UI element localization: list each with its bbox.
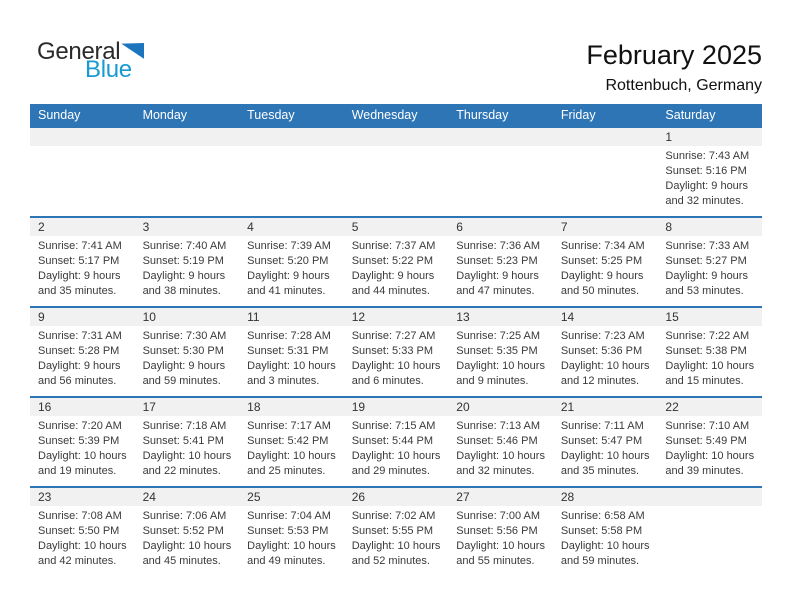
day-cell — [30, 308, 135, 396]
week-row — [30, 396, 762, 486]
day-cell — [448, 218, 553, 306]
day-detail-line: and 12 minutes. — [560, 375, 640, 387]
day-detail-line: Sunrise: 7:39 AM — [247, 240, 331, 252]
day-cell — [344, 308, 449, 396]
day-detail-line: and 53 minutes. — [665, 285, 744, 297]
day-detail-line: and 6 minutes. — [351, 375, 424, 387]
day-details — [553, 326, 658, 389]
day-number: 11 — [239, 308, 344, 326]
day-detail-line: Sunset: 5:30 PM — [142, 345, 224, 357]
day-detail-line: and 25 minutes. — [247, 465, 326, 477]
day-detail-line: and 50 minutes. — [560, 285, 640, 297]
day-number: 2 — [30, 218, 135, 236]
day-detail-line: Sunset: 5:20 PM — [247, 255, 329, 267]
day-number: 15 — [657, 308, 762, 326]
day-detail-line: Daylight: 10 hours — [38, 540, 127, 552]
day-details — [135, 326, 240, 389]
day-cell — [553, 488, 658, 576]
day-number — [553, 128, 658, 146]
day-detail-line: Sunrise: 7:31 AM — [38, 330, 122, 342]
day-detail-line: Sunrise: 7:06 AM — [142, 510, 227, 522]
day-detail-line: Daylight: 10 hours — [351, 360, 441, 372]
day-cell — [239, 398, 344, 486]
day-details — [30, 416, 135, 479]
day-detail-line: and 38 minutes. — [142, 285, 221, 297]
day-details — [135, 236, 240, 299]
day-detail-line: Daylight: 9 hours — [247, 270, 330, 282]
day-detail-line: Daylight: 10 hours — [142, 540, 232, 552]
day-cell — [657, 128, 762, 216]
day-cell — [239, 218, 344, 306]
day-detail-line: Sunset: 5:50 PM — [38, 525, 120, 537]
day-detail-line: Sunrise: 7:23 AM — [560, 330, 645, 342]
day-cell — [448, 308, 553, 396]
day-detail-line: Sunrise: 7:22 AM — [665, 330, 750, 342]
day-number: 26 — [344, 488, 449, 506]
day-details — [30, 506, 135, 569]
logo-text-general: General — [37, 38, 121, 65]
day-detail-line: Daylight: 10 hours — [456, 540, 545, 552]
day-detail-line: Daylight: 10 hours — [38, 450, 127, 462]
day-detail-line: and 44 minutes. — [351, 285, 430, 297]
day-detail-line: Daylight: 9 hours — [665, 180, 748, 192]
day-detail-line: Sunrise: 7:20 AM — [38, 420, 122, 432]
day-detail-line: Sunrise: 7:30 AM — [142, 330, 227, 342]
day-cell — [657, 218, 762, 306]
day-detail-line: and 15 minutes. — [665, 375, 744, 387]
day-cell — [448, 398, 553, 486]
day-cell — [448, 488, 553, 576]
day-detail-line: Daylight: 10 hours — [560, 540, 650, 552]
weekday-label: Monday — [142, 108, 188, 122]
day-detail-line: Sunset: 5:46 PM — [456, 435, 538, 447]
week-row — [30, 216, 762, 306]
day-details — [657, 146, 762, 209]
day-detail-line: Sunset: 5:31 PM — [247, 345, 329, 357]
day-details — [344, 506, 449, 569]
day-number: 4 — [239, 218, 344, 236]
day-cell — [344, 398, 449, 486]
day-detail-line: Daylight: 10 hours — [247, 540, 336, 552]
day-detail-line: Sunset: 5:42 PM — [247, 435, 329, 447]
day-number: 19 — [344, 398, 449, 416]
day-details — [657, 326, 762, 389]
day-detail-line: Sunrise: 7:40 AM — [142, 240, 227, 252]
day-detail-line: Daylight: 9 hours — [456, 270, 539, 282]
day-details — [239, 416, 344, 479]
day-detail-line: Sunrise: 7:04 AM — [247, 510, 331, 522]
day-detail-line: Sunset: 5:56 PM — [456, 525, 538, 537]
day-number: 9 — [30, 308, 135, 326]
day-detail-line: Daylight: 9 hours — [560, 270, 644, 282]
day-cell — [553, 398, 658, 486]
day-detail-line: Daylight: 10 hours — [142, 450, 232, 462]
day-detail-line: Sunset: 5:55 PM — [351, 525, 434, 537]
day-details — [448, 416, 553, 479]
day-detail-line: Sunrise: 7:11 AM — [560, 420, 644, 432]
day-number: 10 — [135, 308, 240, 326]
day-details — [448, 326, 553, 389]
day-number — [344, 128, 449, 146]
day-detail-line: and 22 minutes. — [142, 465, 221, 477]
day-details — [657, 416, 762, 479]
day-number: 23 — [30, 488, 135, 506]
empty-cell — [30, 128, 135, 216]
day-detail-line: Sunset: 5:36 PM — [560, 345, 643, 357]
day-detail-line: Daylight: 10 hours — [456, 360, 545, 372]
day-cell — [657, 398, 762, 486]
empty-cell — [448, 128, 553, 216]
day-detail-line: Daylight: 10 hours — [247, 360, 336, 372]
day-detail-line: Daylight: 10 hours — [665, 450, 755, 462]
day-detail-line: Sunset: 5:33 PM — [351, 345, 434, 357]
day-detail-line: and 59 minutes. — [142, 375, 221, 387]
weekday-header-row — [30, 104, 762, 126]
day-cell — [657, 308, 762, 396]
day-detail-line: Sunset: 5:22 PM — [351, 255, 434, 267]
day-cell — [30, 218, 135, 306]
day-detail-line: Sunrise: 7:17 AM — [247, 420, 331, 432]
day-detail-line: Sunrise: 7:10 AM — [665, 420, 750, 432]
day-cell — [553, 218, 658, 306]
day-number: 20 — [448, 398, 553, 416]
day-number: 12 — [344, 308, 449, 326]
day-cell — [135, 398, 240, 486]
day-details — [553, 416, 658, 479]
day-details — [657, 236, 762, 299]
day-detail-line: and 9 minutes. — [456, 375, 529, 387]
day-number: 17 — [135, 398, 240, 416]
day-cell — [344, 218, 449, 306]
day-detail-line: Sunrise: 7:37 AM — [351, 240, 436, 252]
day-cell — [135, 218, 240, 306]
day-detail-line: Sunset: 5:19 PM — [142, 255, 224, 267]
day-detail-line: Sunrise: 7:34 AM — [560, 240, 645, 252]
day-detail-line: and 47 minutes. — [456, 285, 535, 297]
day-detail-line: Daylight: 9 hours — [351, 270, 435, 282]
day-detail-line: Sunrise: 7:43 AM — [665, 150, 750, 162]
empty-cell — [344, 128, 449, 216]
empty-cell — [657, 488, 762, 576]
day-cell — [239, 488, 344, 576]
day-detail-line: Sunset: 5:38 PM — [665, 345, 747, 357]
day-number — [657, 488, 762, 506]
day-detail-line: Daylight: 10 hours — [560, 450, 650, 462]
day-detail-line: Sunrise: 7:13 AM — [456, 420, 541, 432]
day-cell — [30, 488, 135, 576]
calendar-grid — [30, 126, 762, 576]
empty-cell — [135, 128, 240, 216]
weekday-label: Saturday — [665, 108, 716, 122]
day-detail-line: Sunset: 5:49 PM — [665, 435, 747, 447]
day-details — [344, 236, 449, 299]
day-details — [135, 506, 240, 569]
day-detail-line: Sunset: 5:28 PM — [38, 345, 120, 357]
day-detail-line: Daylight: 9 hours — [38, 360, 121, 372]
day-number: 16 — [30, 398, 135, 416]
day-detail-line: Sunrise: 7:41 AM — [38, 240, 122, 252]
day-detail-line: and 42 minutes. — [38, 555, 117, 567]
day-detail-line: Sunrise: 7:25 AM — [456, 330, 541, 342]
page-subtitle: Rottenbuch, Germany — [605, 77, 762, 94]
day-number — [239, 128, 344, 146]
day-detail-line: Daylight: 10 hours — [351, 540, 441, 552]
day-details — [448, 236, 553, 299]
day-detail-line: Sunset: 5:39 PM — [38, 435, 120, 447]
empty-cell — [553, 128, 658, 216]
day-detail-line: Sunset: 5:44 PM — [351, 435, 434, 447]
day-detail-line: Daylight: 10 hours — [560, 360, 650, 372]
day-cell — [344, 488, 449, 576]
day-number: 21 — [553, 398, 658, 416]
day-details — [344, 326, 449, 389]
page-title: February 2025 — [586, 40, 762, 70]
day-details — [553, 506, 658, 569]
weekday-label: Thursday — [456, 108, 509, 122]
week-row — [30, 486, 762, 576]
day-detail-line: and 35 minutes. — [38, 285, 117, 297]
day-details — [135, 416, 240, 479]
day-number — [448, 128, 553, 146]
day-detail-line: Sunrise: 7:27 AM — [351, 330, 436, 342]
empty-cell — [239, 128, 344, 216]
day-detail-line: Sunset: 5:52 PM — [142, 525, 224, 537]
day-detail-line: Sunset: 5:23 PM — [456, 255, 538, 267]
day-detail-line: Sunrise: 7:36 AM — [456, 240, 541, 252]
day-detail-line: Sunset: 5:16 PM — [665, 165, 747, 177]
weekday-label: Wednesday — [351, 108, 418, 122]
day-detail-line: and 32 minutes. — [456, 465, 535, 477]
day-number: 25 — [239, 488, 344, 506]
day-detail-line: Sunset: 5:53 PM — [247, 525, 329, 537]
day-number: 28 — [553, 488, 658, 506]
day-details — [448, 506, 553, 569]
day-cell — [239, 308, 344, 396]
day-detail-line: Daylight: 9 hours — [38, 270, 121, 282]
day-detail-line: Sunrise: 7:33 AM — [665, 240, 750, 252]
day-detail-line: Daylight: 10 hours — [456, 450, 545, 462]
calendar — [30, 104, 762, 576]
day-cell — [30, 398, 135, 486]
day-cell — [135, 308, 240, 396]
day-detail-line: and 35 minutes. — [560, 465, 640, 477]
day-number: 14 — [553, 308, 658, 326]
day-detail-line: and 59 minutes. — [560, 555, 640, 567]
day-detail-line: and 55 minutes. — [456, 555, 535, 567]
weekday-label: Tuesday — [247, 108, 295, 122]
day-detail-line: Sunset: 5:35 PM — [456, 345, 538, 357]
day-detail-line: and 52 minutes. — [351, 555, 430, 567]
day-detail-line: Sunset: 5:41 PM — [142, 435, 224, 447]
day-detail-line: and 56 minutes. — [38, 375, 117, 387]
day-number: 8 — [657, 218, 762, 236]
day-cell — [135, 488, 240, 576]
day-detail-line: Sunset: 5:58 PM — [560, 525, 643, 537]
day-detail-line: Sunrise: 7:08 AM — [38, 510, 122, 522]
day-details — [239, 506, 344, 569]
day-detail-line: Sunset: 5:25 PM — [560, 255, 643, 267]
day-cell — [553, 308, 658, 396]
day-details — [553, 236, 658, 299]
day-number — [135, 128, 240, 146]
day-details — [239, 326, 344, 389]
day-number: 7 — [553, 218, 658, 236]
day-detail-line: and 49 minutes. — [247, 555, 326, 567]
day-detail-line: and 45 minutes. — [142, 555, 221, 567]
weekday-label: Sunday — [38, 108, 81, 122]
day-details — [30, 326, 135, 389]
day-detail-line: and 39 minutes. — [665, 465, 744, 477]
day-number — [30, 128, 135, 146]
day-detail-line: Sunset: 5:17 PM — [38, 255, 120, 267]
day-detail-line: Daylight: 10 hours — [247, 450, 336, 462]
day-detail-line: Daylight: 10 hours — [351, 450, 441, 462]
day-detail-line: Daylight: 10 hours — [665, 360, 755, 372]
day-number: 18 — [239, 398, 344, 416]
day-detail-line: and 32 minutes. — [665, 195, 744, 207]
day-detail-line: Daylight: 9 hours — [142, 360, 226, 372]
day-detail-line: and 3 minutes. — [247, 375, 320, 387]
day-detail-line: and 41 minutes. — [247, 285, 326, 297]
day-detail-line: and 19 minutes. — [38, 465, 117, 477]
day-detail-line: Sunrise: 7:02 AM — [351, 510, 436, 522]
day-detail-line: Sunset: 5:27 PM — [665, 255, 747, 267]
day-detail-line: Sunset: 5:47 PM — [560, 435, 643, 447]
day-detail-line: and 29 minutes. — [351, 465, 430, 477]
day-details — [344, 416, 449, 479]
day-details — [239, 236, 344, 299]
day-number: 13 — [448, 308, 553, 326]
day-detail-line: Sunrise: 7:18 AM — [142, 420, 227, 432]
day-detail-line: Daylight: 9 hours — [665, 270, 748, 282]
week-row — [30, 126, 762, 216]
day-number: 3 — [135, 218, 240, 236]
weekday-label: Friday — [560, 108, 596, 122]
day-number: 27 — [448, 488, 553, 506]
day-number: 1 — [657, 128, 762, 146]
day-number: 6 — [448, 218, 553, 236]
day-detail-line: Sunrise: 6:58 AM — [560, 510, 645, 522]
day-number: 5 — [344, 218, 449, 236]
day-detail-line: Sunrise: 7:00 AM — [456, 510, 541, 522]
day-details — [30, 236, 135, 299]
logo-text-blue: Blue — [85, 56, 132, 83]
day-number: 22 — [657, 398, 762, 416]
day-detail-line: Daylight: 9 hours — [142, 270, 226, 282]
day-number: 24 — [135, 488, 240, 506]
day-detail-line: Sunrise: 7:15 AM — [351, 420, 436, 432]
general-blue-logo — [37, 40, 144, 81]
day-detail-line: Sunrise: 7:28 AM — [247, 330, 331, 342]
week-row — [30, 306, 762, 396]
